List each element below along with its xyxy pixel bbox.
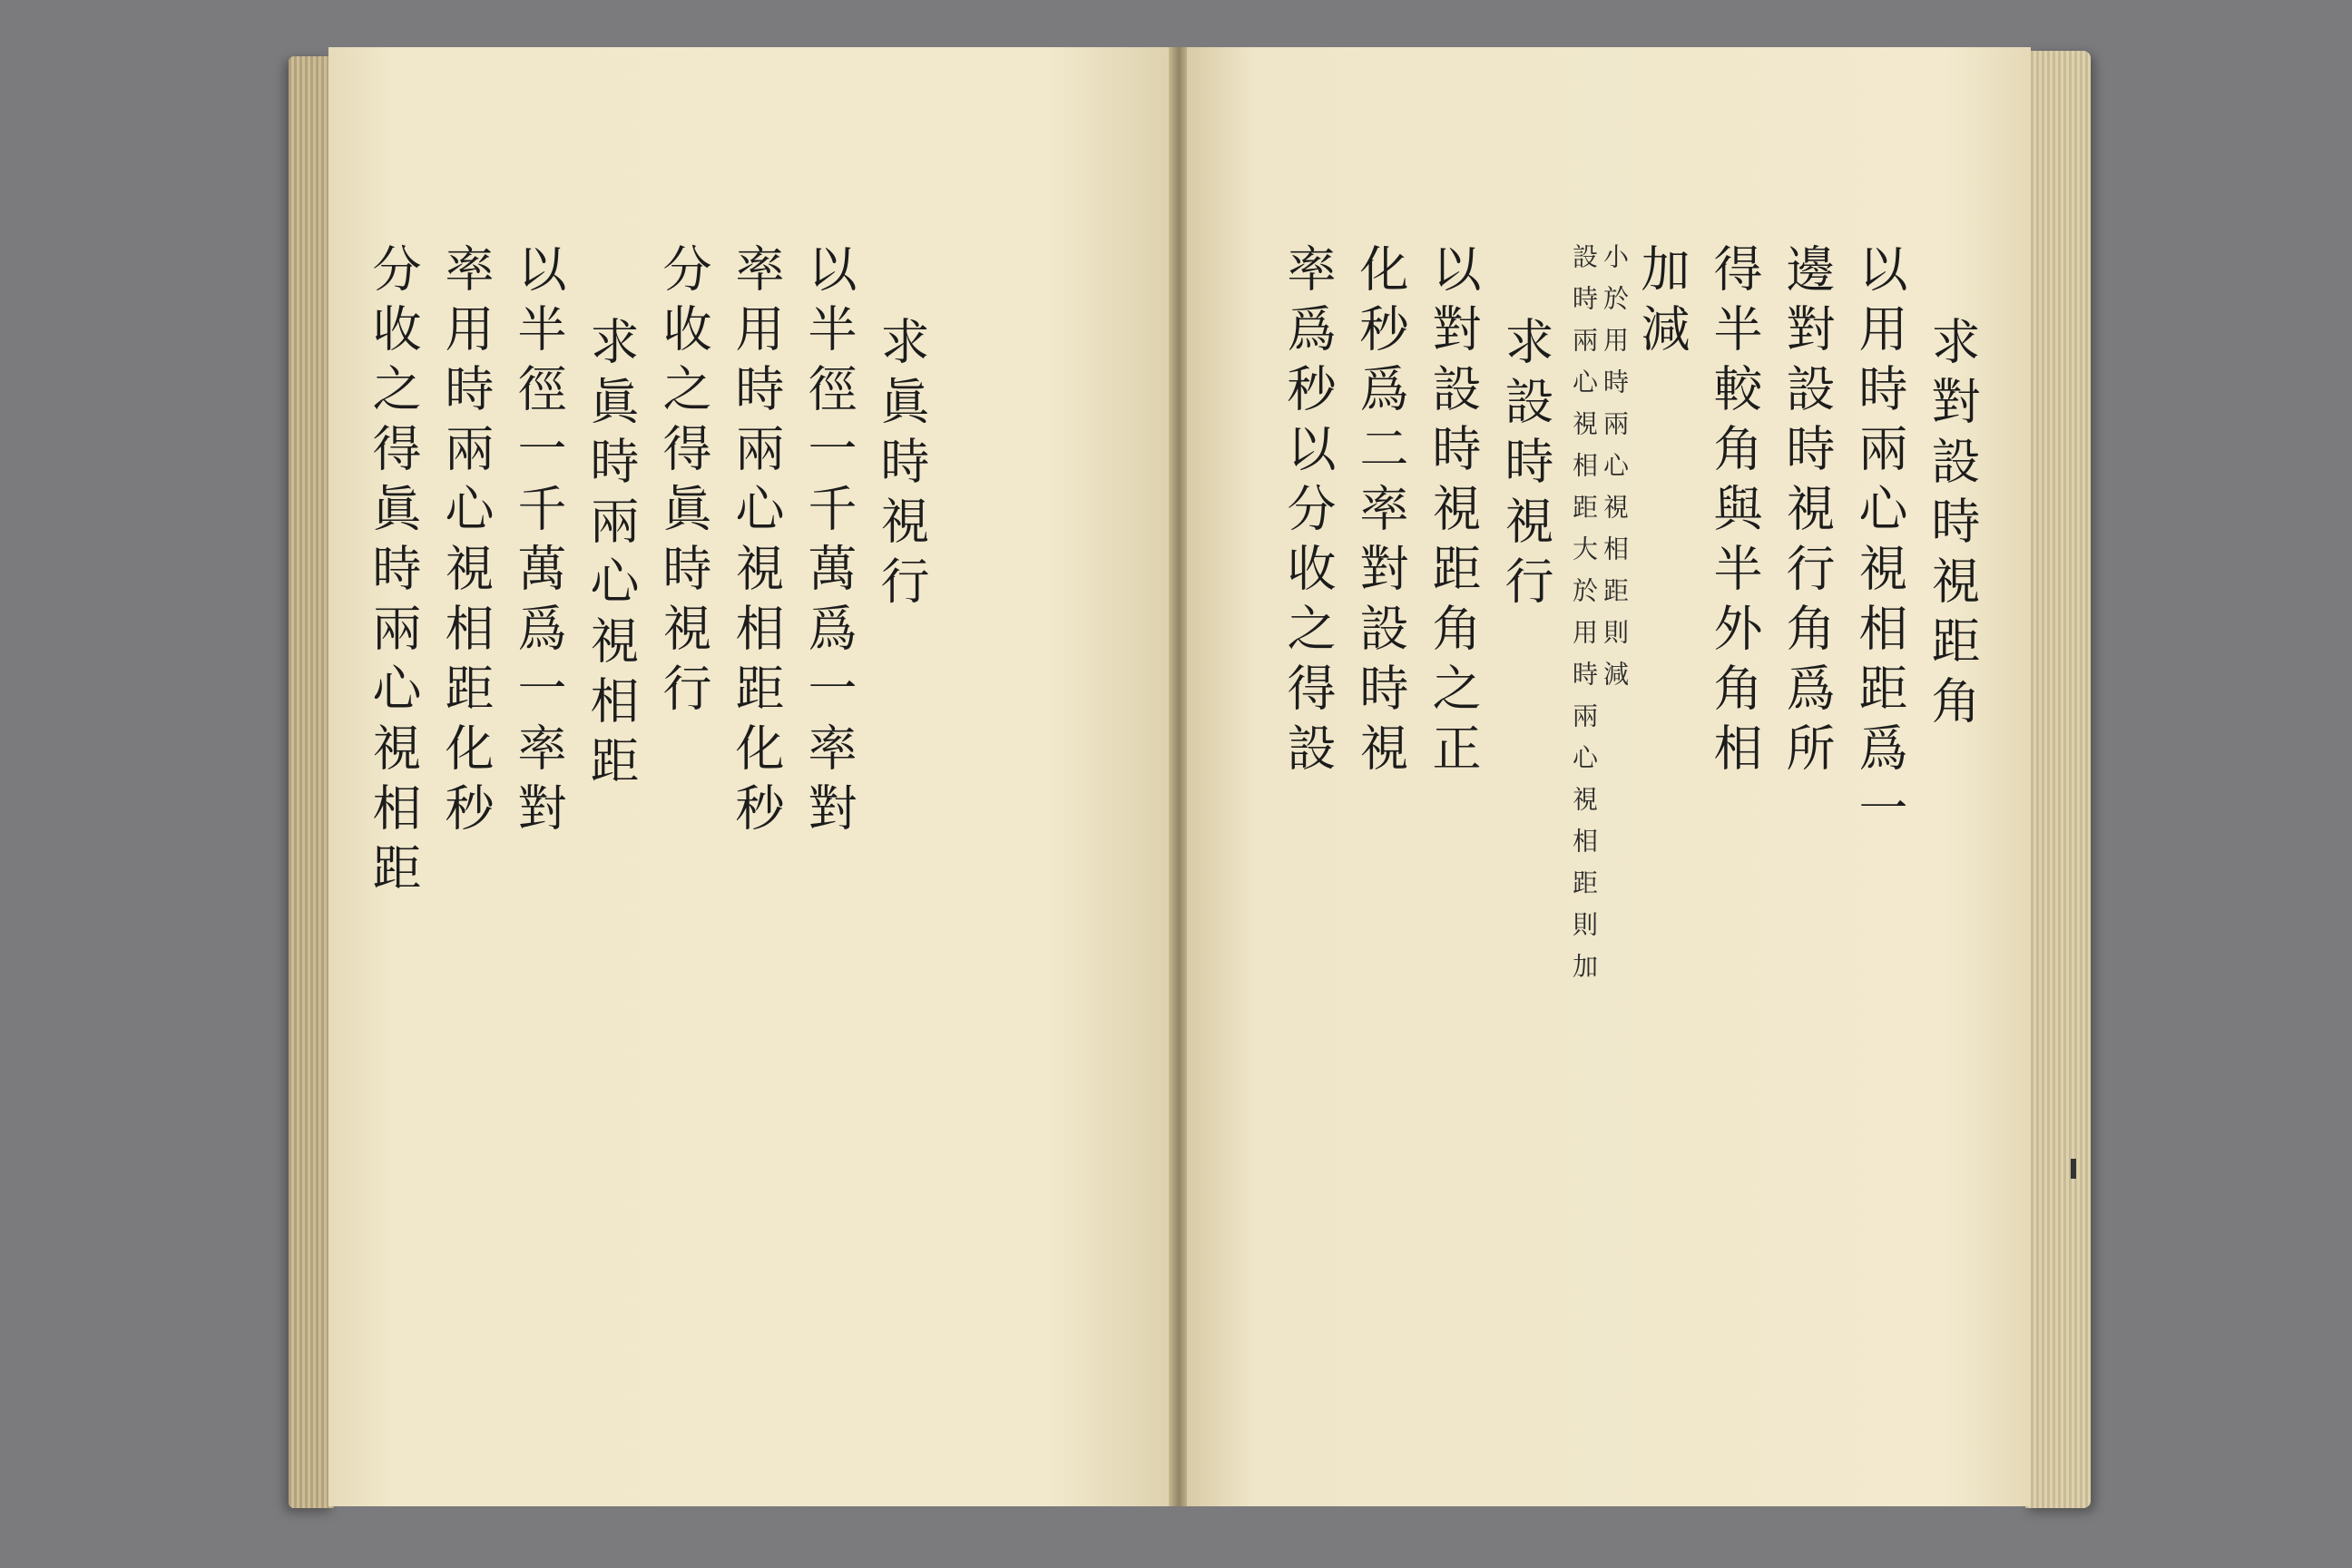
right-body-6-text: 率爲秒以分收之得設: [1279, 243, 1337, 782]
left-body-5-text: 率用時兩心視相距化秒: [437, 243, 495, 842]
left-body-2-text: 率用時兩心視相距化秒: [728, 243, 785, 842]
right-heading-2: [1494, 316, 1557, 615]
right-body-3b: [1630, 243, 1693, 662]
right-page: [1187, 47, 2031, 1506]
left-body-6: [361, 243, 425, 902]
right-body-5-text: 化秒爲二率對設時視: [1352, 243, 1409, 782]
left-heading-2-text: 求眞時兩心視相距: [583, 316, 640, 795]
right-body-1-text: 以用時兩心視相距爲一: [1851, 243, 1908, 842]
right-body-2: [1775, 243, 1838, 902]
right-heading-2-text: 求設時視行: [1497, 316, 1554, 615]
left-body-4: [506, 243, 570, 842]
left-body-4-text: 以半徑一千萬爲一率對: [510, 243, 567, 842]
right-note-1-tail: 設時兩心視相距大於用時兩心視相距則加: [1569, 243, 1599, 995]
open-book: [289, 47, 2091, 1517]
right-body-3-text: 得半較角與半外角相: [1706, 243, 1763, 782]
right-body-6: [1276, 243, 1339, 782]
right-heading-1: [1920, 316, 1984, 735]
right-body-5: [1348, 243, 1412, 902]
right-body-4: [1421, 243, 1485, 902]
left-body-6-text: 分收之得眞時兩心視相距: [365, 243, 422, 902]
right-note-1-text: 小於用時兩心視相距則減: [1600, 243, 1630, 702]
right-body-3b-text: 加減: [1633, 243, 1690, 363]
left-heading-1-text: 求眞時視行: [873, 316, 930, 615]
left-body-3: [652, 243, 715, 722]
book-fore-edge-left: [289, 56, 334, 1508]
left-body-3-text: 分收之得眞時視行: [655, 243, 712, 722]
left-body-1-text: 以半徑一千萬爲一率對: [800, 243, 858, 842]
left-heading-2: [579, 316, 642, 795]
right-body-3: [1702, 243, 1766, 902]
right-body-2-text: 邊對設時視行角爲所: [1779, 243, 1836, 782]
left-page: [328, 47, 1172, 1506]
right-heading-1-text: 求對設時視距角: [1924, 316, 1981, 735]
right-body-1: [1847, 243, 1911, 842]
left-body-2: [724, 243, 788, 842]
book-gutter: [1169, 47, 1189, 1506]
book-fore-edge-right: [2025, 51, 2091, 1508]
left-body-1: [797, 243, 860, 842]
folio-mark: [2071, 1159, 2076, 1179]
left-heading-1: [869, 316, 933, 615]
left-body-5: [434, 243, 497, 842]
right-note-1: [1566, 243, 1630, 995]
right-body-4-text: 以對設時視距角之正: [1425, 243, 1482, 782]
